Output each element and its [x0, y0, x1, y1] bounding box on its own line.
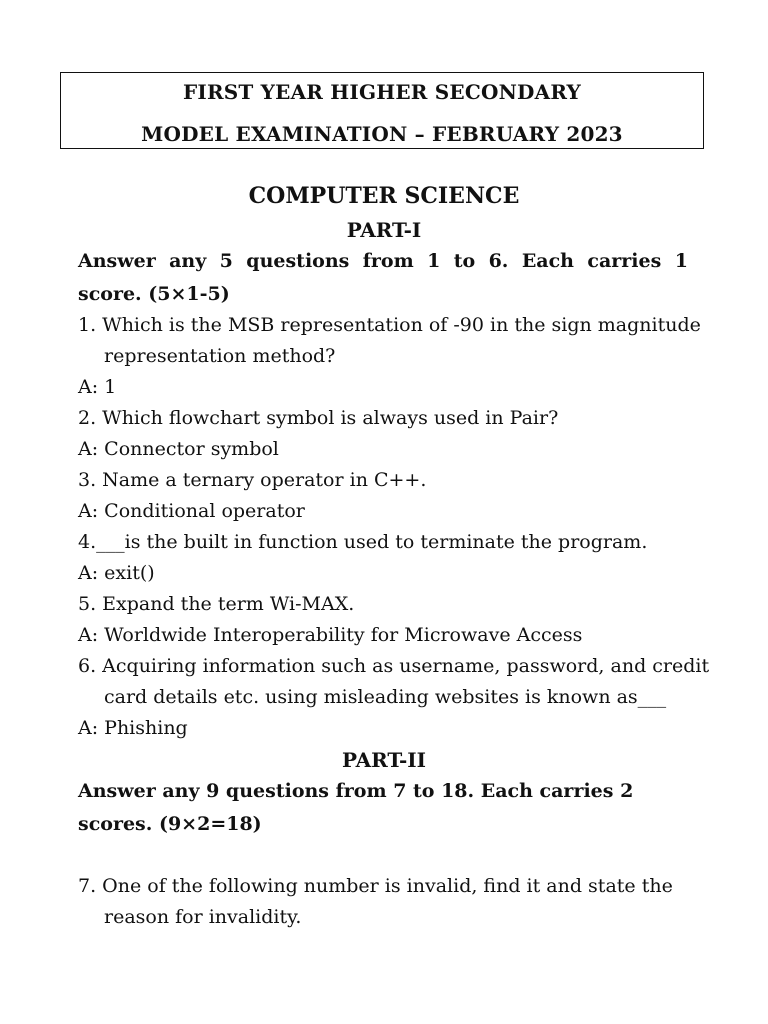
- exam-name-heading: MODEL EXAMINATION – FEBRUARY 2023: [141, 122, 623, 146]
- exam-header-box: [60, 72, 704, 149]
- question-2: 2. Which flowchart symbol is always used in Pair?: [78, 407, 559, 429]
- part2-instruction: Answer any 9 questions from 7 to 18. Each carries 2: [78, 780, 634, 802]
- part2-instruction-marks: scores. (9×2=18): [78, 813, 262, 835]
- instruction-word: questions: [246, 250, 350, 272]
- answer-2: A: Connector symbol: [78, 438, 279, 460]
- question-4: 4.___is the built in function used to terminate the program.: [78, 531, 648, 553]
- question-1: 1. Which is the MSB representation of -90 in the sign magnitude: [78, 314, 701, 336]
- part1-instruction: [78, 250, 688, 272]
- question-7: 7. One of the following number is invalid, find it and state the: [78, 875, 673, 897]
- instruction-word: to: [453, 250, 476, 272]
- answer-1: A: 1: [78, 376, 117, 398]
- instruction-word: from: [362, 250, 414, 272]
- part1-title: PART-I: [346, 218, 422, 242]
- instruction-word: 1: [427, 250, 441, 272]
- answer-6: A: Phishing: [78, 717, 188, 739]
- question-3: 3. Name a ternary operator in C++.: [78, 469, 427, 491]
- question-5: 5. Expand the term Wi-MAX.: [78, 593, 355, 615]
- question-6-continued: card details etc. using misleading websites is known as___: [104, 686, 667, 708]
- instruction-word: 6.: [488, 250, 509, 272]
- subject-title: COMPUTER SCIENCE: [248, 183, 520, 209]
- answer-4: A: exit(): [78, 562, 155, 584]
- instruction-word: 5: [219, 250, 233, 272]
- instruction-word: carries: [587, 250, 662, 272]
- instruction-word: any: [169, 250, 207, 272]
- part1-instruction-marks: score. (5×1-5): [78, 283, 230, 305]
- answer-3: A: Conditional operator: [78, 500, 305, 522]
- instruction-word: Each: [521, 250, 574, 272]
- question-7-continued: reason for invalidity.: [104, 906, 302, 928]
- question-1-continued: representation method?: [104, 345, 336, 367]
- question-6: 6. Acquiring information such as username, password, and credit: [78, 655, 710, 677]
- part2-title: PART-II: [342, 748, 426, 772]
- instruction-word: 1: [674, 250, 688, 272]
- instruction-word: Answer: [78, 250, 156, 272]
- answer-5: A: Worldwide Interoperability for Microwave Access: [78, 624, 583, 646]
- exam-level-heading: FIRST YEAR HIGHER SECONDARY: [183, 80, 581, 104]
